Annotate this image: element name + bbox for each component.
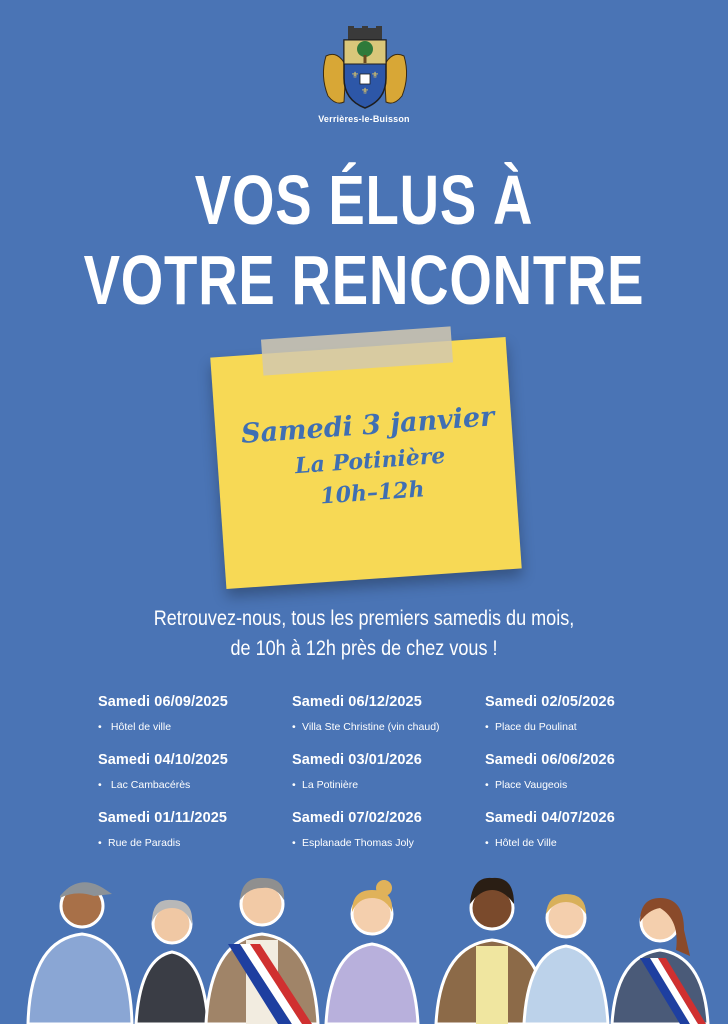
schedule-column-3	[485, 692, 685, 866]
schedule-entry	[98, 750, 298, 808]
entry-place-text: Esplanade Thomas Joly	[302, 837, 414, 849]
entry-date: Samedi 06/12/2025	[292, 694, 422, 710]
entry-place	[292, 777, 492, 793]
schedule-entry	[98, 808, 298, 866]
entry-place	[98, 719, 298, 735]
schedule-entry	[292, 692, 492, 750]
svg-text:⚜: ⚜	[361, 87, 370, 97]
bullet: •	[485, 779, 489, 791]
bullet: •	[292, 779, 296, 791]
town-crest-logo	[318, 26, 412, 112]
entry-date: Samedi 04/07/2026	[485, 810, 615, 826]
schedule-entry	[485, 692, 685, 750]
person-illustration	[524, 894, 608, 1024]
entry-place	[292, 719, 492, 735]
schedule-column-1	[98, 692, 298, 866]
bullet: •	[292, 837, 296, 849]
entry-date: Samedi 04/10/2025	[98, 752, 228, 768]
entry-place	[98, 835, 298, 851]
note-place: La Potinière	[294, 442, 447, 480]
tagline	[51, 604, 677, 664]
person-illustration	[326, 880, 418, 1024]
page-title	[80, 160, 648, 320]
town-name: Verrières-le-Buisson	[318, 114, 410, 124]
entry-place	[98, 777, 298, 793]
schedule-entry	[98, 692, 298, 750]
title-line-1: VOS ÉLUS À	[194, 161, 534, 239]
entry-place-text: Hôtel de Ville	[495, 837, 557, 849]
title-line-2: VOTRE RENCONTRE	[83, 241, 645, 319]
schedule-entry	[485, 808, 685, 866]
bullet: •	[98, 721, 102, 733]
entry-place	[485, 719, 685, 735]
people-illustration	[0, 860, 728, 1024]
entry-date: Samedi 02/05/2026	[485, 694, 615, 710]
svg-text:⚜: ⚜	[371, 71, 380, 81]
person-illustration	[136, 900, 208, 1024]
entry-date: Samedi 06/09/2025	[98, 694, 228, 710]
entry-place-text: Hôtel de ville	[110, 721, 172, 733]
person-illustration	[612, 898, 708, 1024]
schedule-column-2	[292, 692, 492, 866]
entry-place-text: Lac Cambacérès	[110, 779, 191, 791]
note-date: Samedi 3 janvier	[240, 401, 496, 450]
entry-date: Samedi 07/02/2026	[292, 810, 422, 826]
bullet: •	[292, 721, 296, 733]
entry-place-text: Place Vaugeois	[495, 779, 568, 791]
schedule-entry	[292, 750, 492, 808]
entry-place	[485, 777, 685, 793]
entry-place-text: Villa Ste Christine (vin chaud)	[302, 721, 440, 733]
bullet: •	[98, 779, 102, 791]
sticky-note	[210, 325, 530, 590]
tagline-line-2: de 10h à 12h près de chez vous !	[230, 637, 498, 660]
svg-text:⚜: ⚜	[351, 71, 360, 81]
bullet: •	[98, 837, 102, 849]
entry-date: Samedi 01/11/2025	[98, 810, 228, 826]
entry-date: Samedi 03/01/2026	[292, 752, 422, 768]
entry-place-text: La Potinière	[302, 779, 359, 791]
bullet: •	[485, 837, 489, 849]
person-illustration	[28, 882, 132, 1024]
entry-date: Samedi 06/06/2026	[485, 752, 615, 768]
note-hours: 10h–12h	[319, 476, 426, 510]
entry-place-text: Rue de Paradis	[108, 837, 181, 849]
bullet: •	[485, 721, 489, 733]
entry-place	[485, 835, 685, 851]
tagline-line-1: Retrouvez-nous, tous les premiers samedis du mois,	[153, 607, 575, 630]
entry-place-text: Place du Poulinat	[495, 721, 577, 733]
person-illustration	[206, 878, 318, 1024]
schedule-entry	[292, 808, 492, 866]
schedule-entry	[485, 750, 685, 808]
entry-place	[292, 835, 492, 851]
